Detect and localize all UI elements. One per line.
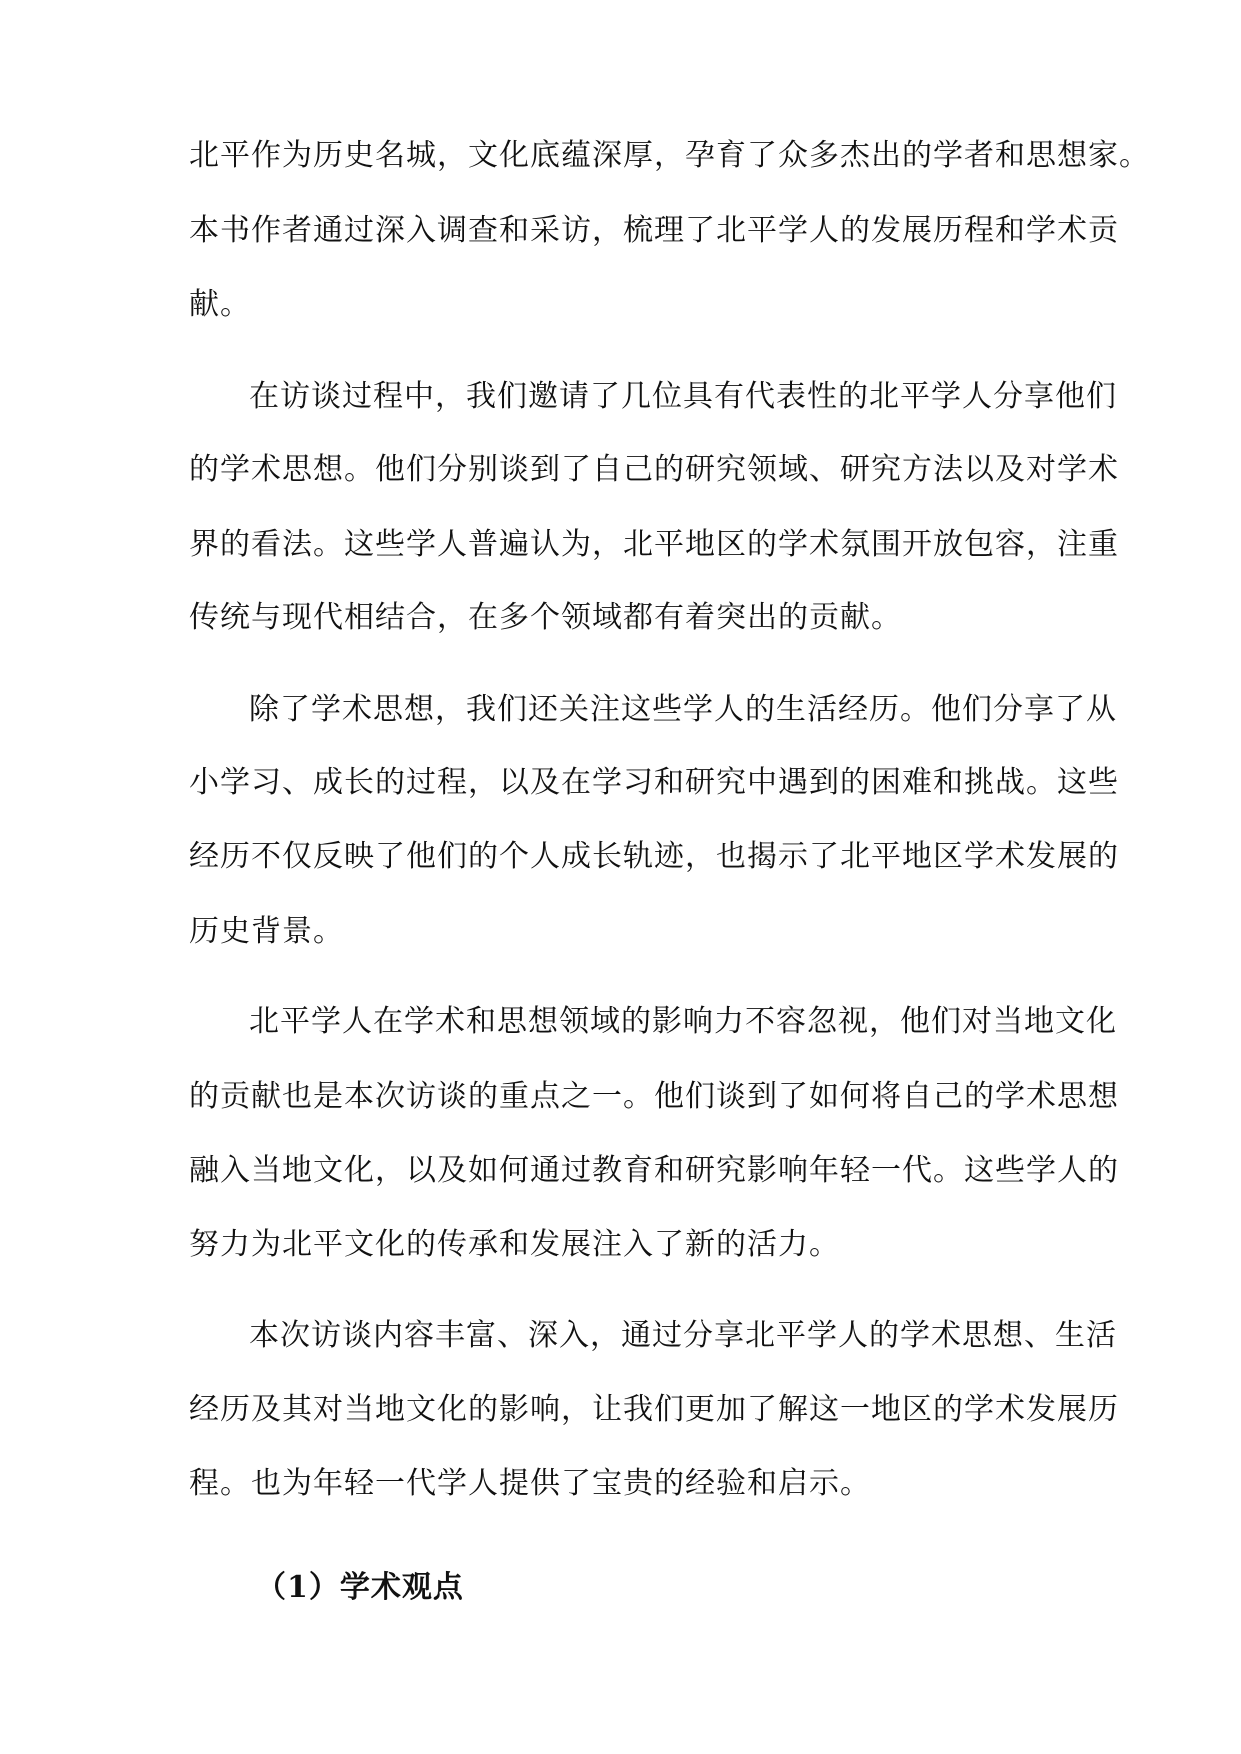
paragraph-line: 经历及其对当地文化的影响，让我们更加了解这一地区的学术发展历	[189, 1392, 1119, 1427]
paragraph-line: 历史背景。	[189, 914, 344, 949]
paragraph-line: 程。也为年轻一代学人提供了宝贵的经验和启示。	[189, 1466, 871, 1501]
paragraph-line: 经历不仅反映了他们的个人成长轨迹，也揭示了北平地区学术发展的	[189, 839, 1119, 874]
paragraph-line: 界的看法。这些学人普遍认为，北平地区的学术氛围开放包容，注重	[189, 527, 1119, 562]
paragraph-line: 传统与现代相结合，在多个领域都有着突出的贡献。	[189, 600, 902, 635]
paragraph-line: 努力为北平文化的传承和发展注入了新的活力。	[189, 1227, 840, 1262]
paragraph-line: 本书作者通过深入调查和采访，梳理了北平学人的发展历程和学术贡	[189, 213, 1119, 248]
paragraph-line: 北平作为历史名城，文化底蕴深厚，孕育了众多杰出的学者和思想家。	[189, 138, 1150, 173]
paragraph-line: 本次访谈内容丰富、深入，通过分享北平学人的学术思想、生活	[249, 1318, 1117, 1353]
paragraph-line: 小学习、成长的过程，以及在学习和研究中遇到的困难和挑战。这些	[189, 765, 1119, 800]
paragraph-line: 北平学人在学术和思想领域的影响力不容忽视，他们对当地文化	[249, 1004, 1117, 1039]
paragraph-line: 融入当地文化，以及如何通过教育和研究影响年轻一代。这些学人的	[189, 1153, 1119, 1188]
paragraph-line: 除了学术思想，我们还关注这些学人的生活经历。他们分享了从	[249, 692, 1117, 727]
paragraph-line: 在访谈过程中，我们邀请了几位具有代表性的北平学人分享他们	[249, 379, 1117, 414]
section-heading: （1）学术观点	[256, 1570, 464, 1605]
paragraph-line: 的学术思想。他们分别谈到了自己的研究领域、研究方法以及对学术	[189, 452, 1119, 487]
paragraph-line: 的贡献也是本次访谈的重点之一。他们谈到了如何将自己的学术思想	[189, 1079, 1119, 1114]
paragraph-line: 献。	[189, 287, 251, 322]
